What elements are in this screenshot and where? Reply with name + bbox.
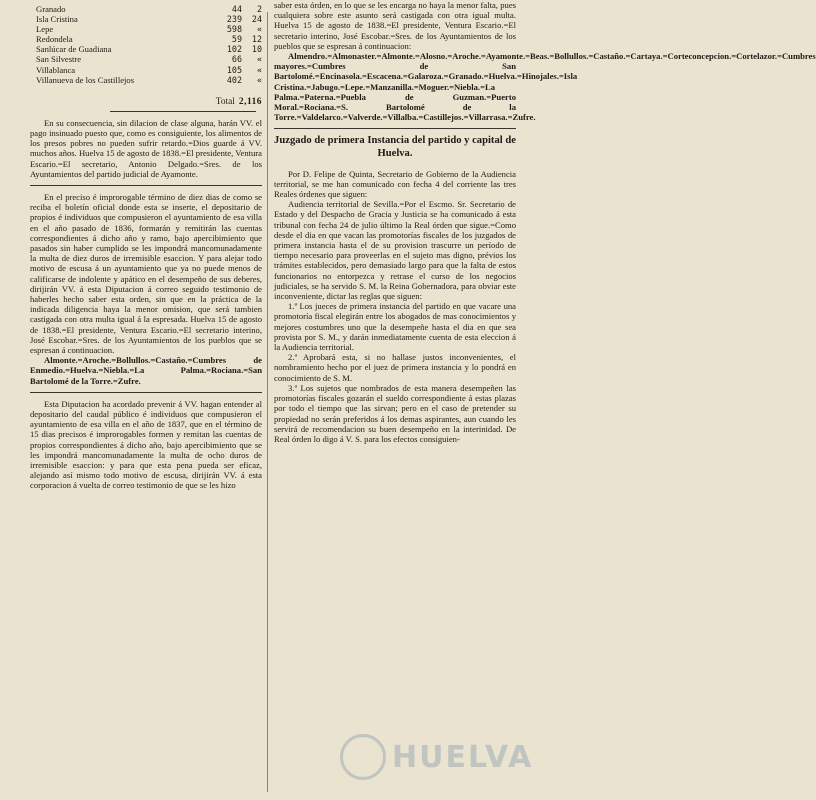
tally-amount: 44 bbox=[231, 4, 242, 14]
tally-sub: « bbox=[256, 24, 262, 35]
tally-row bbox=[30, 54, 262, 64]
tally-sub: « bbox=[256, 54, 262, 65]
left-column bbox=[30, 0, 262, 491]
tally-row bbox=[30, 24, 262, 34]
tally-town: Villanueva de los Castillejos bbox=[36, 74, 135, 85]
tally-row bbox=[30, 75, 262, 85]
tally-sub: 12 bbox=[251, 34, 262, 45]
tally-row bbox=[30, 4, 262, 14]
total-label: Total bbox=[215, 96, 235, 107]
tally-amount: 59 bbox=[231, 34, 242, 45]
notice-paragraph: En su consecuencia, sin dilacion de clase alguna, harán VV. el pago insinuado puesto que, como es consiguiente, los alimentos de los presos pobres no pueden sufrir retardo.=Dios guarde á VV. muchos años. Huelva 15 de agosto de 1838.=El presidente, Ventura Escario.=El secretario, Antonio Delgado.=Sres. de los Ayuntamientos del partido judicial de Ayamonte. bbox=[30, 117, 262, 179]
town-list: Almonte.=Aroche.=Bollullos.=Castaño.=Cumbres de Enmedio.=Huelva.=Niebla.=La Palma.=Rociana.=San Bartolomé de la Torre.=Zufre. bbox=[30, 355, 262, 386]
rule-paragraph: 1.ª Los jueces de primera instancia del partido en que vacare una promotoría fiscal elegirán entre los abogados de mas conocimientos y mejores costumbres uno que la desempeñe hasta el dia en que sea provista por S. M., y darán inmediatamente cuenta de esta eleccion á la Audiencia territorial. bbox=[274, 301, 516, 353]
tally-amount: 102 bbox=[226, 44, 242, 55]
rule-paragraph: 2.ª Aprobará esta, si no hallase justos inconvenientes, el nombramiento hecho por el juez de primera instancia y lo pondrá en conocimiento de S. M. bbox=[274, 352, 516, 383]
section-rule bbox=[274, 128, 516, 129]
town-list: Almendro.=Almonaster.=Almonte.=Alosno.=Aroche.=Ayamonte.=Beas.=Bollullos.=Castaño.=Cartaya.=Corteconcepcion.=Cortelazor.=Cumbres mayores.=Cumbres de San Bartolomé.=Encinasola.=Escacena.=Galaroza.=Granado.=Huelva.=Hinojales.=Isla Cristina.=Jabugo.=Lepe.=Manzanilla.=Moguer.=Niebla.=La Palma.=Paterna.=Puebla de Guzman.=Puerto Moral.=Rociana.=S. Bartolomé de la Torre.=Valdelarco.=Valverde.=Villalba.=Castillejos.=Villarrasa.=Zufre. bbox=[274, 51, 816, 123]
tally-row bbox=[30, 14, 262, 24]
notice-paragraph: Audiencia territorial de Sevilla.=Por el Escmo. Sr. Secretario de Estado y del Despacho de Gracia y Justicia se ha comunicado á esta tribunal con fecha 24 de julio último la Real órden que sigue.=Como desde el dia en que vacan las promotorías fiscales de los juzgados de primera instancia hasta el de su provision trascurre un período de tiempo necesario para proveerlas en el sujeto mas digno, prévios los trámites establecidos, pero demasiado largo para que la falta de estos funcionarios no entorpezca y retrase el curso de los negocios judiciales, se ha servido S. M. la Reina Gobernadora, para obviar este inconveniente, dictar las reglas que siguen: bbox=[274, 199, 516, 302]
tally-town: San Silvestre bbox=[36, 54, 82, 65]
tally-amount: 239 bbox=[226, 14, 242, 25]
watermark-text: HUELVA bbox=[392, 739, 534, 775]
tally-sub: « bbox=[256, 64, 262, 75]
tally-table bbox=[30, 4, 262, 112]
tally-town: Villablanca bbox=[36, 64, 76, 75]
column-divider bbox=[267, 12, 268, 792]
tally-sub: 24 bbox=[251, 14, 262, 25]
tally-row bbox=[30, 65, 262, 75]
tally-sub: « bbox=[256, 74, 262, 85]
section-heading: Juzgado de primera Instancia del partido y capital de Huelva. bbox=[274, 135, 516, 160]
notice-paragraph: Por D. Felipe de Quinta, Secretario de Gobierno de la Audiencia territorial, se me han comunicado con fecha 4 del corriente las tres Reales órdenes que siguen: bbox=[274, 168, 516, 200]
tally-total bbox=[30, 97, 262, 107]
notice-paragraph: saber esta órden, en lo que se les encarga no haya la menor falta, pues cualquiera sobre este asunto será castigada con otra igual multa. Huelva 15 de agosto de 1838.=El presidente, Ventura Escario.=El secretario interino, José Escobar.=Sres. de los Ayuntamientos de los pueblos que se espresan á continuacion: bbox=[274, 0, 516, 51]
tally-amount: 66 bbox=[231, 54, 242, 65]
notice-paragraph: En el preciso é improrogable término de diez dias de como se reciba el boletín oficial donde esta se inserte, el depositario de propios é individuos que compusieron el ayuntamiento de esa villa en el año pasado de 1836, formarán y remitirán las cuentas correspondientes á dicho año y ramo, bajo apercibimiento que pasados sin haber cumplido se les impondrá mancomunadamente la multa de diez duros de irremisible esaccion. Y para alejar todo motivo de escusa á un ayuntamiento que ya no puede menos de calificarse de indolente y apático en el desempeño de sus deberes, dirijirán VV. á esta Diputacion á correo seguido testimonio de haberles hecho saber esta orden, sin que en la práctica de la indicada diligencia haya la menor omision, que será tambien castigada con otra multa igual á la espresada. Huelva 15 de agosto de 1838.=El presidente, Ventura Escario.=El secretario interino, José Escobar.=Sres. de los Ayuntamientos de los pueblos que se espresan á continuacion. bbox=[30, 191, 262, 356]
tally-sub: 2 bbox=[256, 4, 262, 14]
total-value: 2,116 bbox=[238, 96, 262, 107]
tally-town: Redondela bbox=[36, 34, 73, 45]
rule-paragraph: 3.ª Los sujetos que nombrados de esta manera desempeñen las promotorías fiscales gozarán el sueldo correspondiente á estas plazas por todo el tiempo que las sirvan; pero en el caso de pretender su propiedad no serán preferidos á los demas aspirantes, aun cuando les servirá de recomendacion su buen desempeño en la interinidad. De Real órden lo digo á V. S. para los efectos consiguien- bbox=[274, 382, 516, 444]
seal-icon bbox=[340, 734, 386, 780]
tally-row bbox=[30, 44, 262, 54]
tally-town: Isla Cristina bbox=[36, 14, 78, 25]
tally-town: Sanlúcar de Guadiana bbox=[36, 44, 112, 55]
tally-row bbox=[30, 34, 262, 44]
tally-town: Lepe bbox=[36, 24, 54, 35]
section-rule bbox=[30, 392, 262, 393]
total-rule bbox=[110, 111, 256, 112]
section-rule bbox=[30, 185, 262, 186]
library-watermark bbox=[340, 734, 533, 780]
tally-amount: 402 bbox=[226, 74, 242, 85]
tally-town: Granado bbox=[36, 4, 66, 14]
tally-amount: 598 bbox=[226, 24, 242, 35]
right-column bbox=[274, 0, 816, 444]
tally-amount: 105 bbox=[226, 64, 242, 75]
tally-sub: 10 bbox=[251, 44, 262, 55]
notice-paragraph: Esta Diputacion ha acordado prevenir á VV. hagan entender al depositario del caudal público é individuos que compusieron el ayuntamiento de esa villa en el año de 1837, que en el término de 15 dias precisos é improrogables formen y remitan las cuentas de propios correspondientes á dicho año, bajo apercibimiento que se les impondrá mancomunadamente la multa de ocho duros de irremisible esaccion: y para que esta pena pueda ser eficaz, alejando así mismo todo motivo de escusa, dirijirán VV. á esta corporacion á vuelta de correo testimonio de que se les hizo bbox=[30, 398, 262, 491]
